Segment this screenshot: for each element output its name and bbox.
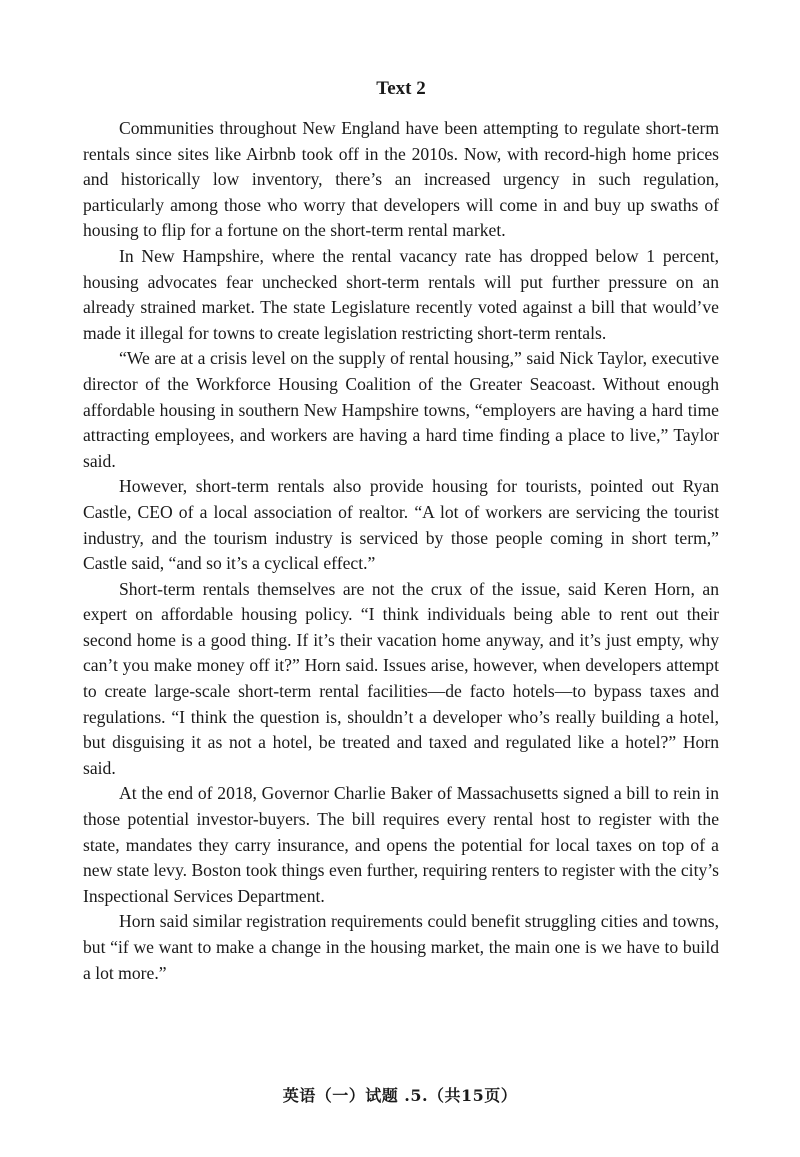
paragraph-1: Communities throughout New England have been attempting to regulate short-term rentals since sites like Airbnb took off in the 2010s. Now, with record-high home prices and historically low inventory, there’s an increased urgency in such regulation, particularly among those who worry that developers will come in and buy up swaths of housing to flip for a fortune on the short-term rental market. xyxy=(83,118,719,241)
page-footer: 英语（一）试题 .5.（共15页） xyxy=(282,1086,518,1105)
paragraph-2: In New Hampshire, where the rental vacancy rate has dropped below 1 percent, housing advocates fear unchecked short-term rentals will put further pressure on an already strained market. The state Legislature recently voted against a bill that would’ve made it illegal for towns to create legislation restricting short-term rentals. xyxy=(83,245,719,343)
paragraph-5: Short-term rentals themselves are not the crux of the issue, said Keren Horn, an expert on affordable housing policy. “I think individuals being able to rent out their second home is a good thing. If it’s their vacation home anyway, and it’s just empty, why can’t you make money off it?” Horn said. Issues arise, however, when developers attempt to create large-scale short-term rental facilities—de facto hotels—to bypass taxes and regulations. “I think the question is, shouldn’t a developer who’s really building a hotel, but disguising it as not a hotel, be treated and taxed and regulated like a hotel?” Horn said. xyxy=(83,578,719,778)
document-page xyxy=(83,76,719,986)
paragraph-3: “We are at a crisis level on the supply of rental housing,” said Nick Taylor, executive director of the Workforce Housing Coalition of the Greater Seacoast. Without enough affordable housing in southern New Hampshire towns, “employers are having a hard time attracting employees, and workers are having a hard time finding a place to live,” Taylor said. xyxy=(83,348,719,471)
paragraph-6: At the end of 2018, Governor Charlie Baker of Massachusetts signed a bill to rein in those potential investor-buyers. The bill requires every rental host to register with the state, mandates they carry insurance, and opens the potential for local taxes on top of a new state levy. Boston took things even further, requiring renters to register with the city’s Inspectional Services Department. xyxy=(83,783,719,906)
paragraph-7: Horn said similar registration requirements could benefit struggling cities and towns, but “if we want to make a change in the housing market, the main one is we have to build a lot more.” xyxy=(83,911,719,983)
text-title: Text 2 xyxy=(376,78,426,99)
paragraph-4: However, short-term rentals also provide housing for tourists, pointed out Ryan Castle, CEO of a local association of realtor. “A lot of workers are servicing the tourist industry, and the tourism industry is serviced by those people coming in short term,” Castle said, “and so it’s a cyclical effect.” xyxy=(83,476,719,574)
